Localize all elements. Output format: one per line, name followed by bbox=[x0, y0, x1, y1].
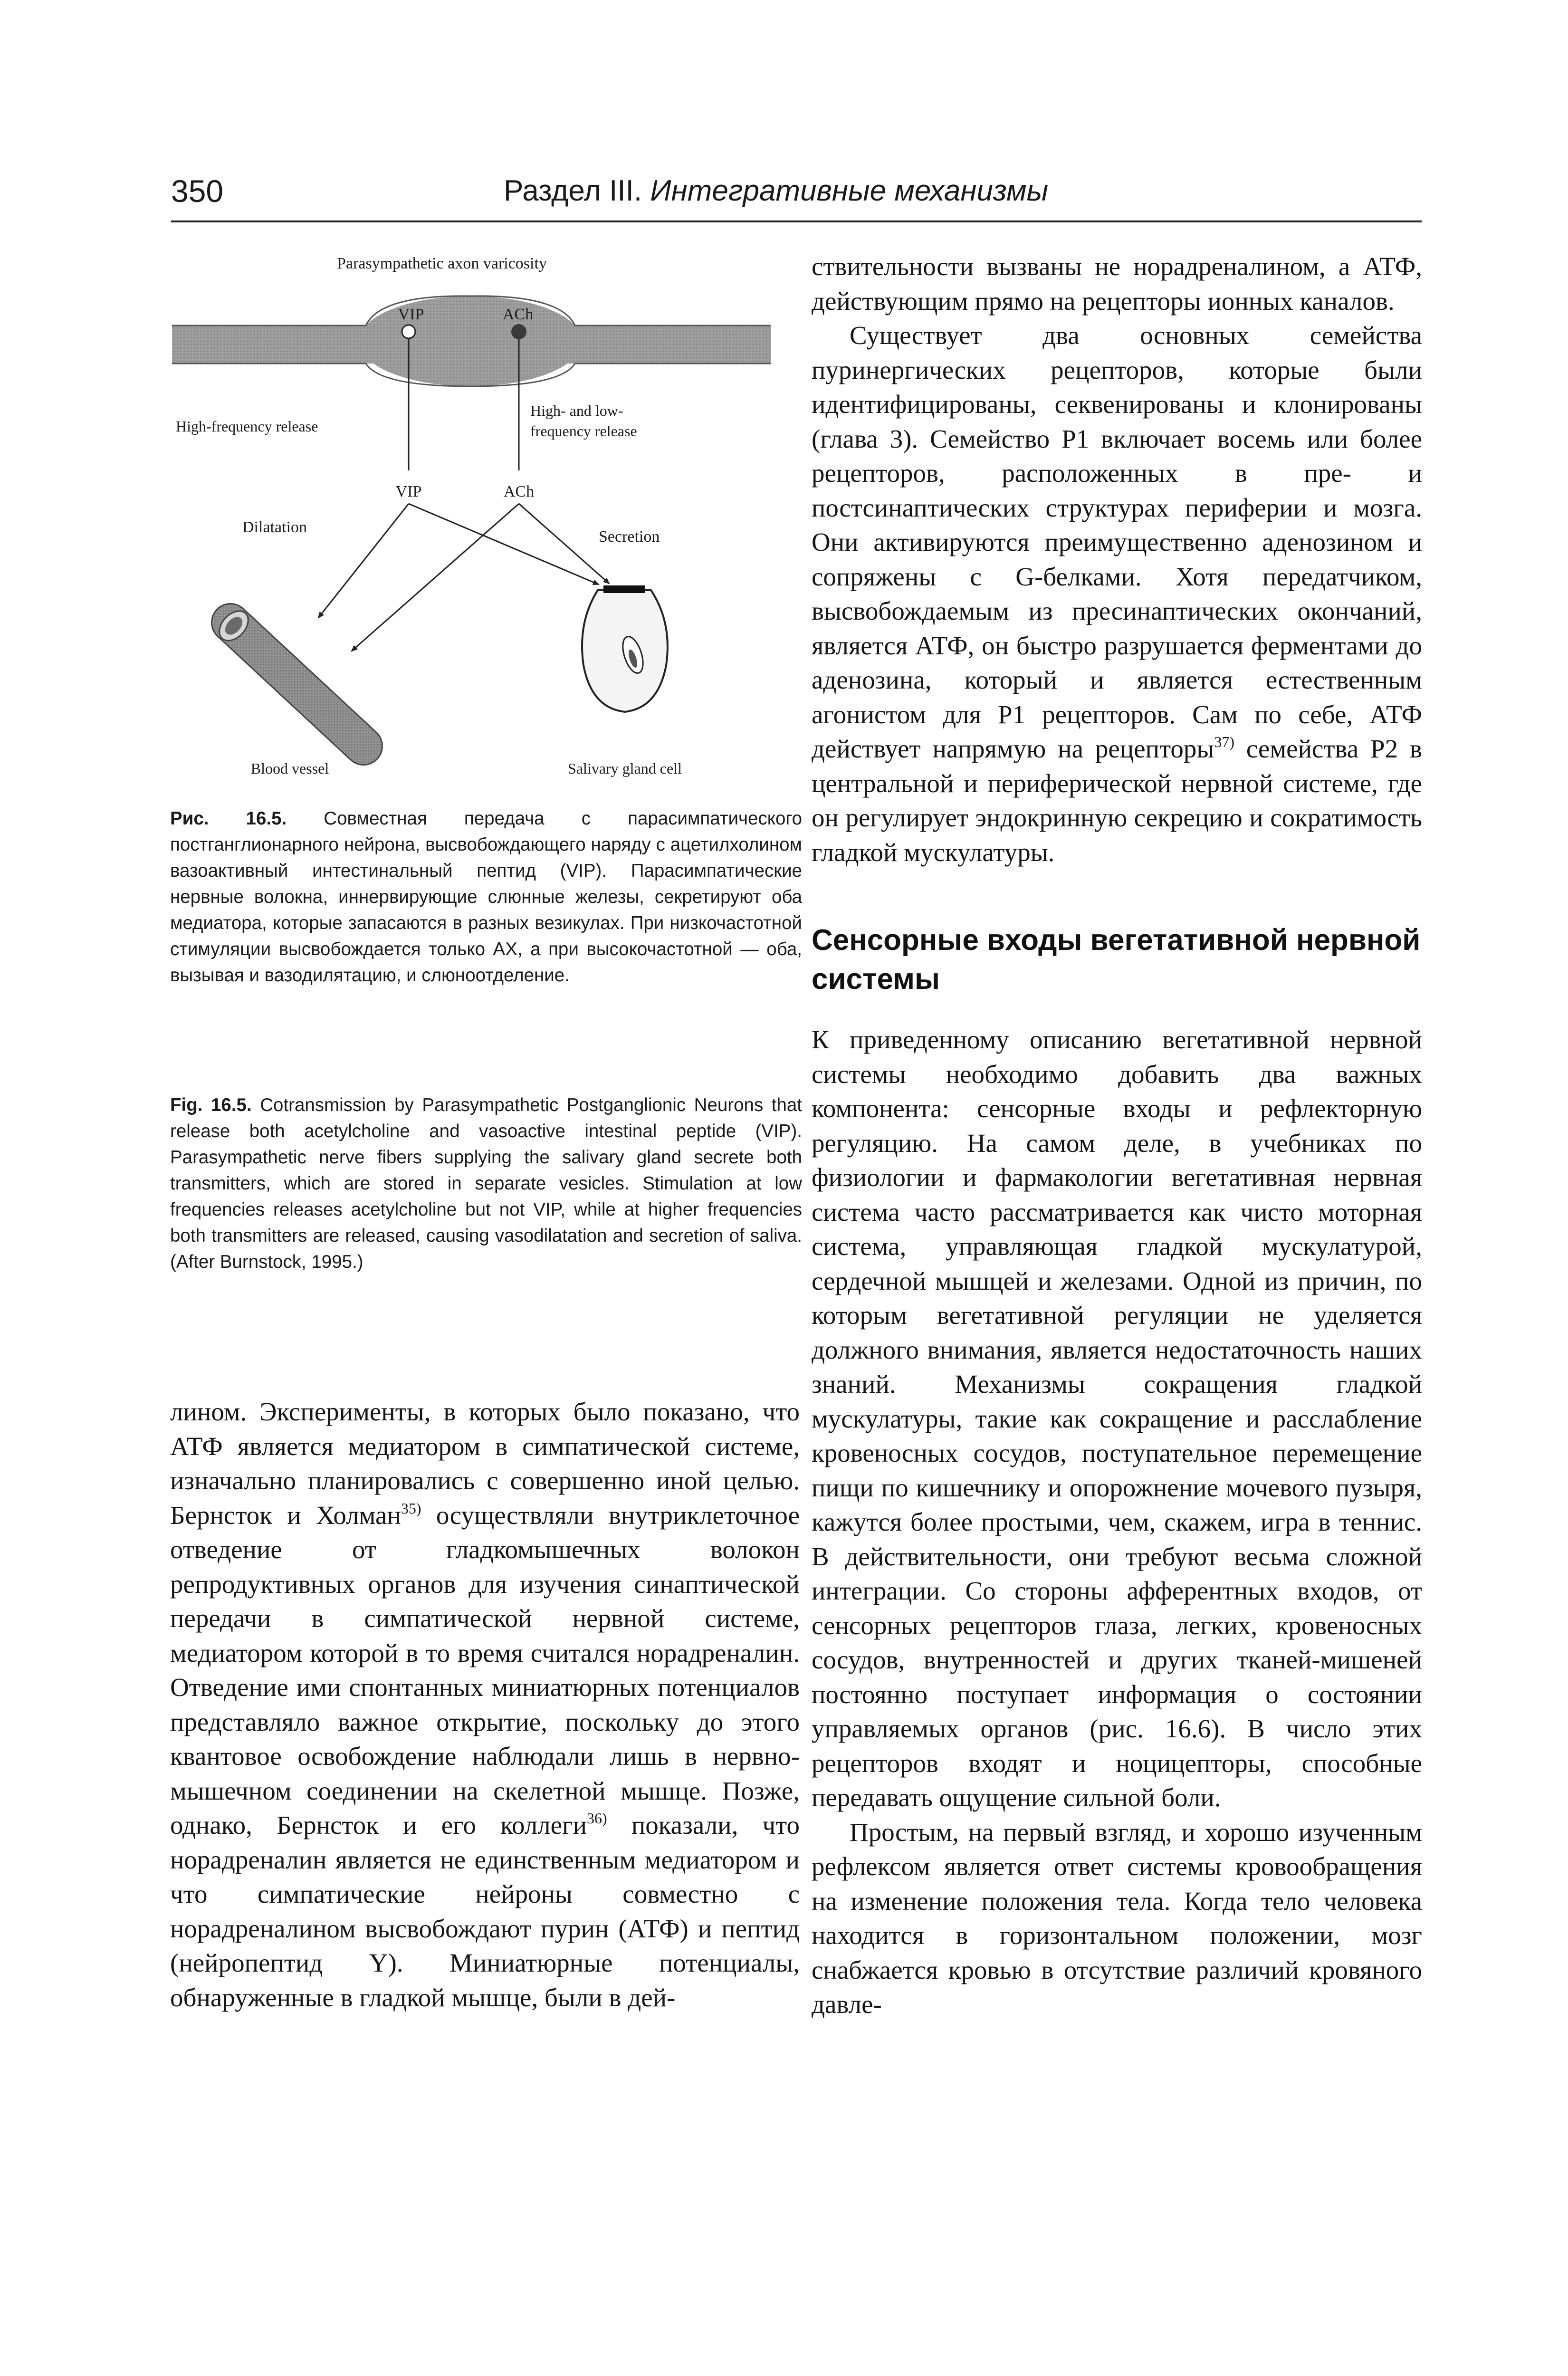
right-paragraph-1: ствительности вызваны не норадреналином, а АТФ, действующим прямо на рецепторы ионных каналов. bbox=[812, 252, 1422, 316]
right-paragraph-4: Простым, на первый взгляд, и хорошо изученным рефлексом является ответ системы кровообращения на изменение положения тела. Когда тело человека находится в горизонтальном положении, мозг снабжается кровью в отсутствие различий кровяного давле- bbox=[812, 1817, 1422, 2019]
figure-16-5 bbox=[157, 247, 796, 798]
caption-ru-text: Совместная передача с парасимпатического постганглионарного нейрона, высвобождающего наряду с ацетилхолином вазоактивный интестинальный пептид (VIP). Парасимпатические нервные волокна, иннервирующие слюнные железы, секретируют оба медиатора, которые запасаются в разных везикулах. При низкочастотной стимуляции высвобождается только АХ, а при высокочастотной — оба, вызывая и вазодилятацию, и слюноотделение. bbox=[170, 808, 802, 986]
left-paragraph-1: лином. Эксперименты, в которых было показано, что АТФ является медиатором в симпатической системе, изначально планировались с совершенно иной целью. Бернсток и Холман$^{35)}$ осуществляли внутриклеточное отведение от гладкомышечных волокон репродуктивных органов для изучения синаптической передачи в симпатической нервной системе, медиатором которой в то время считался норадреналин. Отведение ими спонтанных миниатюрных потенциалов представляло важное открытие, поскольку до этого квантовое освобождение наблюдали лишь в нервно-мышечном соединении на скелетной мышце. Позже, однако, Бернсток и его коллеги$^{36)}$ показали, что норадреналин является не единственным медиатором и что симпатические нейроны совместно с норадреналином высвобождают пурин (АТФ) и пептид (нейропептид Y). Миниатюрные потенциалы, обнаруженные в гладкой мышце, были в дей- bbox=[170, 1397, 800, 2012]
blood-vessel-shape bbox=[214, 605, 363, 746]
high-low-frequency-label-2: frequency release bbox=[530, 422, 637, 440]
footnote-ref-36: 36) bbox=[587, 1810, 607, 1827]
left-column bbox=[170, 1395, 800, 2015]
blood-vessel-label: Blood vessel bbox=[250, 760, 329, 777]
running-head-title bbox=[504, 172, 1048, 210]
footnote-ref-37: 37) bbox=[1214, 733, 1234, 750]
figure-title: Parasympathetic axon varicosity bbox=[337, 255, 547, 272]
vip-vesicle bbox=[402, 325, 415, 338]
right-paragraph-2: Существует два основных семейства пуринергических рецепторов, которые были идентифицированы, секвенированы и клонированы (глава 3). Семейство P1 включает восемь или более рецепторов, расположенных в пре- и постсинаптических структурах периферии и мозга. Они активируются преимущественно аденозином и сопряжены с G-белками. Хотя передатчиком, высвобождаемым из пресинаптических окончаний, является АТФ, он быстро разрушается ферментами до аденозина, который и является естественным агонистом для P1 рецепторов. Сам по себе, АТФ действует напрямую на рецепторы$^{37)}$ семейства P2 в центральной и периферической нервной системе, где он регулирует эндокринную секрецию и сократимость гладкой мускулатуры. bbox=[812, 321, 1422, 867]
section-label: Раздел III. bbox=[504, 174, 642, 207]
footnote-ref-35: 35) bbox=[401, 1499, 421, 1517]
page-number: 350 bbox=[171, 173, 224, 209]
salivary-gland-cell-shape bbox=[582, 585, 668, 712]
vip-label: VIP bbox=[395, 483, 422, 500]
salivary-gland-label: Salivary gland cell bbox=[568, 760, 682, 777]
ach-to-gland-arrow bbox=[519, 504, 609, 584]
varicosity bbox=[359, 296, 582, 386]
dilatation-label: Dilatation bbox=[242, 518, 307, 536]
caption-ru-label: Рис. 16.5. bbox=[170, 808, 287, 829]
ach-label: ACh bbox=[503, 483, 535, 500]
header-rule bbox=[171, 220, 1422, 222]
secretion-label: Secretion bbox=[599, 528, 660, 546]
section-heading: Сенсорные входы вегетативной нервной системы bbox=[812, 924, 1421, 996]
figure-caption-ru bbox=[170, 805, 802, 988]
axon-varicosity bbox=[172, 296, 771, 386]
running-header bbox=[171, 172, 1421, 224]
high-low-frequency-label-1: High- and low- bbox=[530, 402, 623, 419]
vip-vesicle-label: VIP bbox=[398, 306, 424, 323]
cotransmission-diagram bbox=[157, 247, 796, 798]
high-frequency-label: High-frequency release bbox=[176, 418, 318, 435]
vip-to-gland-arrow bbox=[409, 504, 599, 584]
figure-caption-en bbox=[170, 1092, 802, 1275]
right-column bbox=[812, 249, 1422, 2022]
caption-en-text: Cotransmission by Parasympathetic Postganglionic Neurons that release both acetylcholine and vasoactive intestinal peptide (VIP). Parasympathetic nerve fibers supplying the salivary gland secrete both transmitters, which are stored in separate vesicles. Stimulation at low frequencies releases acetylcholine but not VIP, while at higher frequencies both transmitters are released, causing vasodilatation and secretion of saliva. (After Burnstock, 1995.) bbox=[170, 1095, 802, 1272]
vip-to-vessel-arrow bbox=[318, 504, 409, 618]
ach-vesicle bbox=[511, 324, 526, 339]
ach-to-vessel-arrow bbox=[352, 504, 519, 651]
caption-en-label: Fig. 16.5. bbox=[170, 1095, 252, 1115]
section-title: Интегративные механизмы bbox=[650, 174, 1049, 207]
right-paragraph-3: К приведенному описанию вегетативной нервной системы необходимо добавить два важных компонента: сенсорные входы и рефлекторную регуляцию. На самом деле, в учебниках по физиологии и фармакологии вегетативная нервная система часто рассматривается как чисто моторная система, управляющая гладкой мускулатурой, сердечной мышцей и железами. Одной из причин, по которым вегетативной регуляции не уделяется должного внимания, является недостаточность наших знаний. Механизмы сокращения гладкой мускулатуры, такие как сокращение и расслабление кровеносных сосудов, поступательное перемещение пищи по кишечнику и опорожнение мочевого пузыря, кажутся более простыми, чем, скажем, игра в теннис. В действительности, они требуют весьма сложной интеграции. Со стороны афферентных входов, от сенсорных рецепторов глаза, легких, кровеносных сосудов, внутренностей и других тканей-мишеней постоянно поступает информация о состоянии управляемых органов (рис. 16.6). В число этих рецепторов входят и ноцицепторы, способные передавать ощущение сильной боли. bbox=[812, 1025, 1422, 1812]
ach-vesicle-label: ACh bbox=[502, 306, 534, 323]
